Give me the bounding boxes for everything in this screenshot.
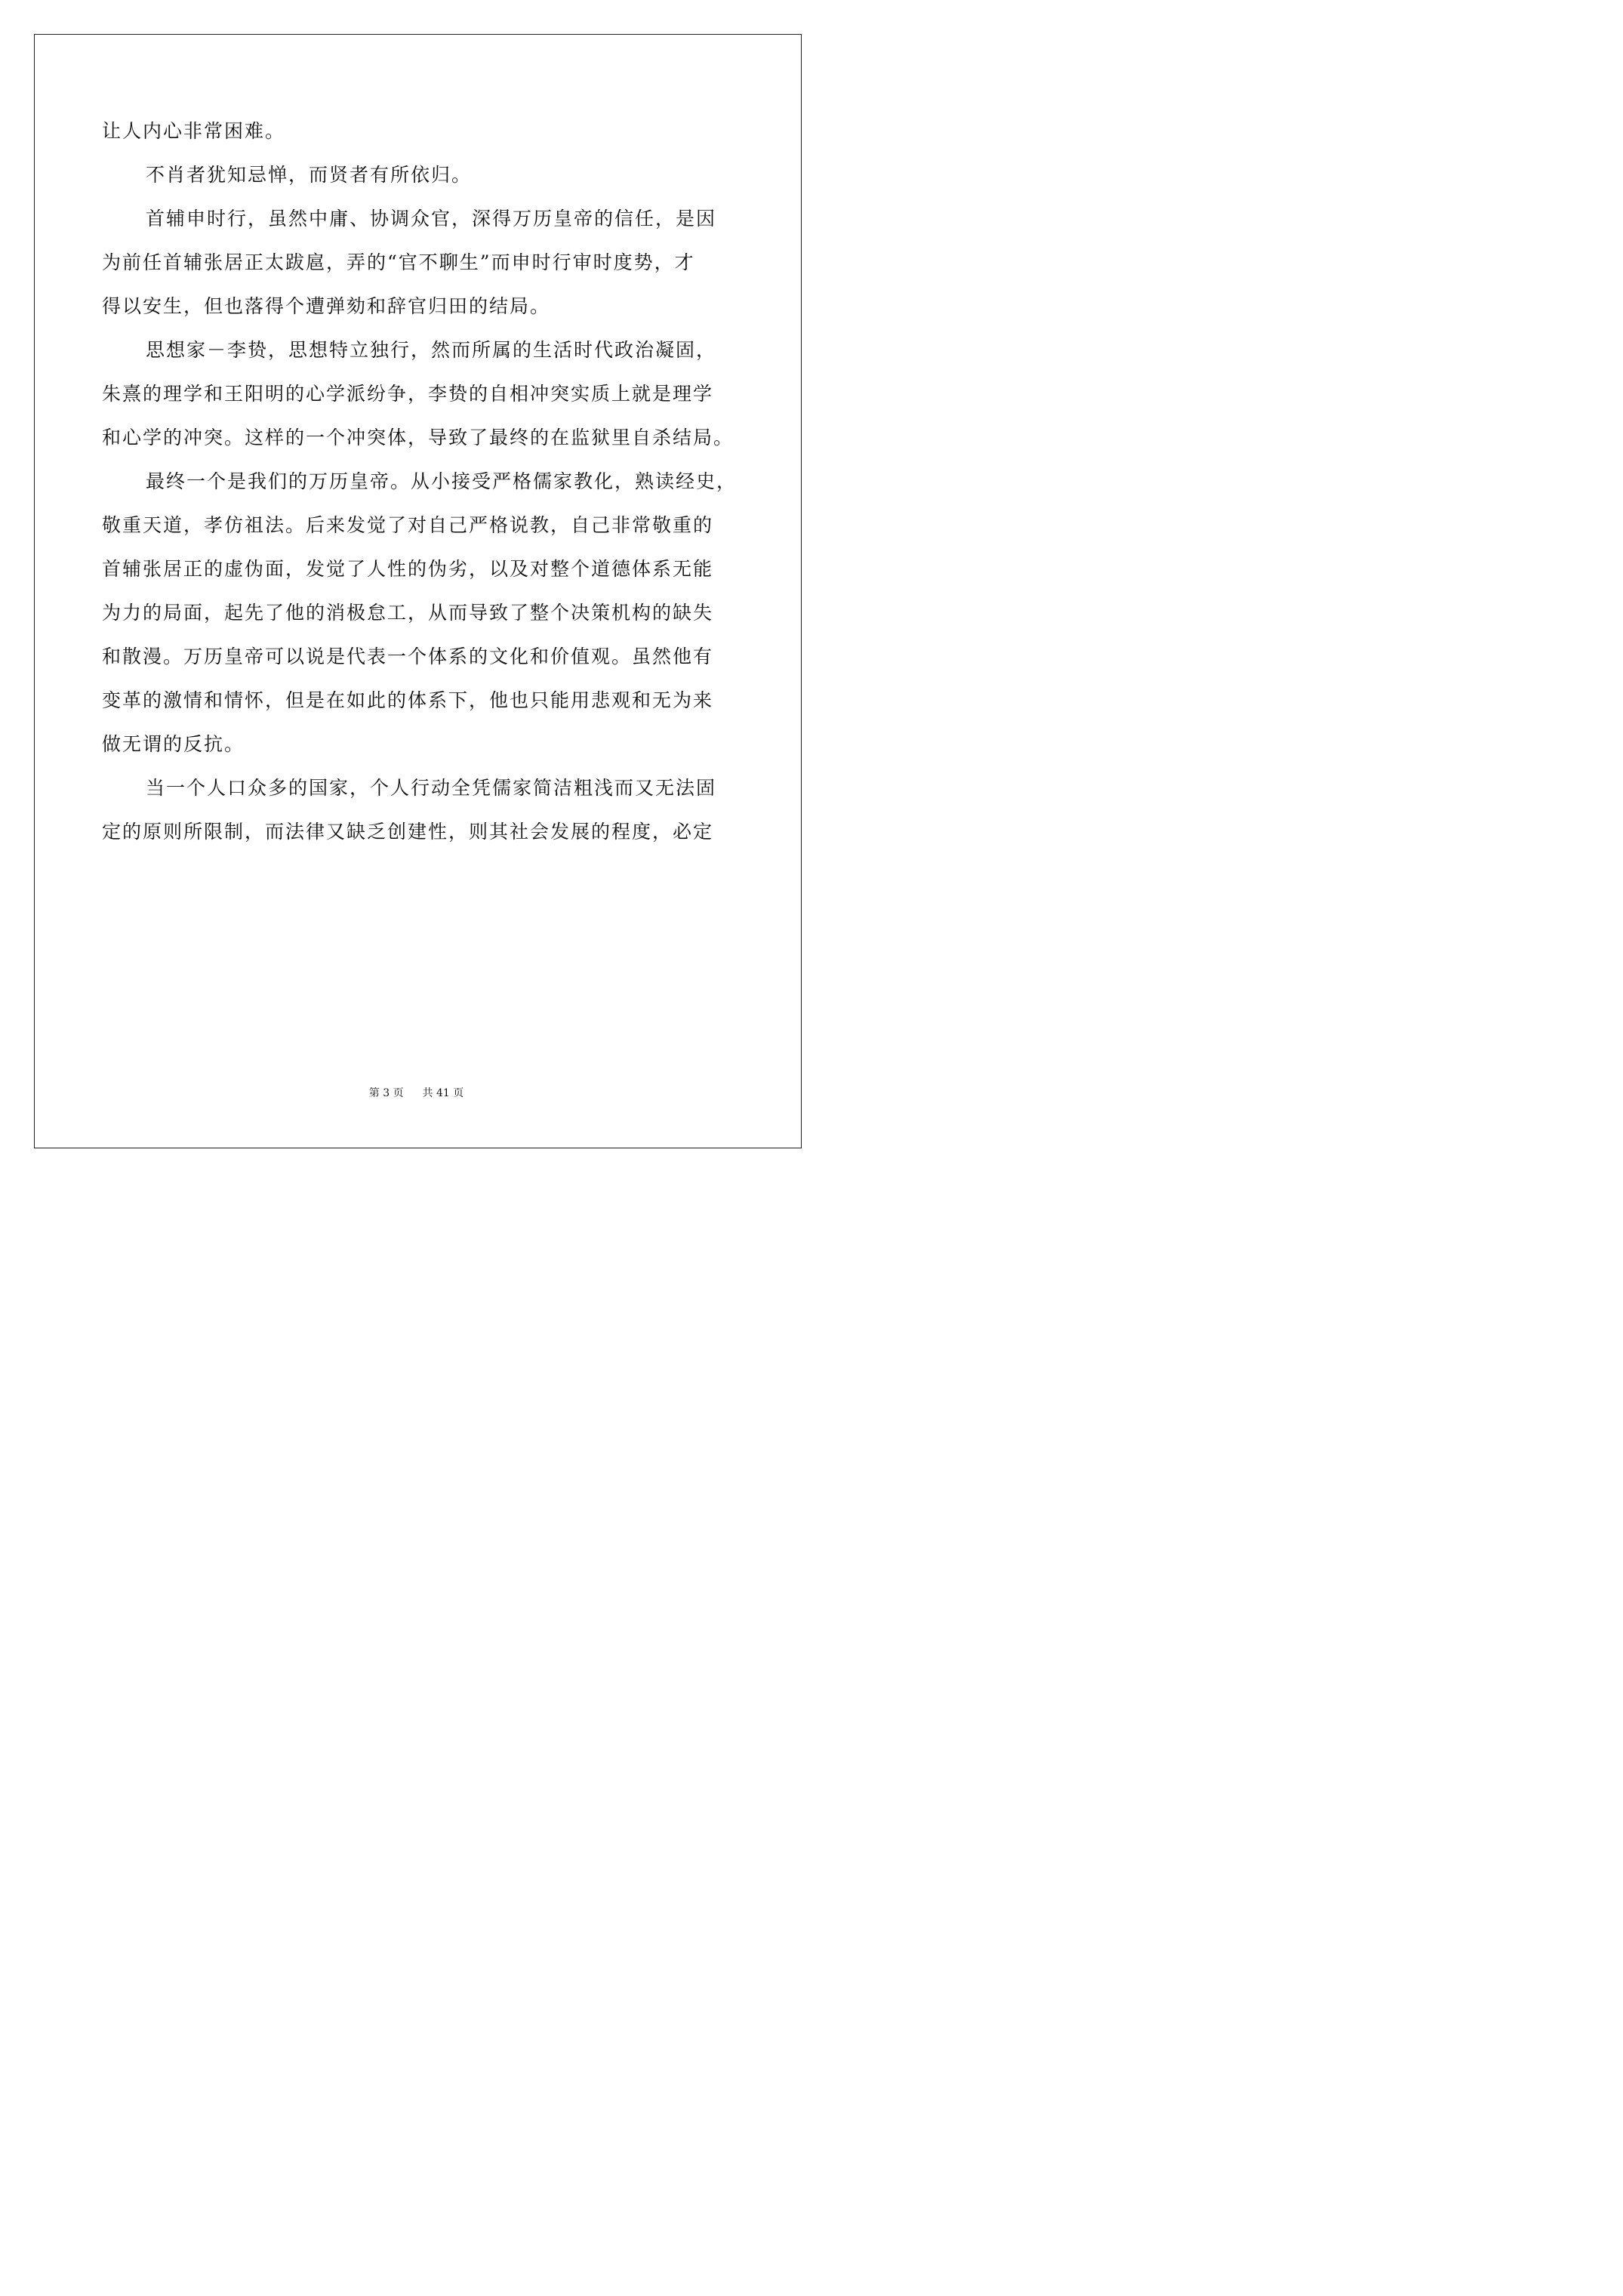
text-line: 首辅申时行，虽然中庸、协调众官，深得万历皇帝的信任，是因 <box>146 208 717 230</box>
text-line: 为力的局面，起先了他的消极怠工，从而导致了整个决策机构的缺失 <box>102 602 714 624</box>
text-line: 敬重天道，孝仿祖法。后来发觉了对自己严格说教，自己非常敬重的 <box>102 514 714 536</box>
text-line: 最终一个是我们的万历皇帝。从小接受严格儒家教化，熟读经史， <box>146 470 738 492</box>
text-line: 定的原则所限制，而法律又缺乏创建性，则其社会发展的程度，必定 <box>102 821 714 843</box>
text-line: 思想家－李贽，思想特立独行，然而所属的生活时代政治凝固， <box>146 339 717 361</box>
text-line: 不肖者犹知忌惮，而贤者有所依归。 <box>146 164 473 186</box>
text-line: 做无谓的反抗。 <box>102 733 245 755</box>
text-line: 得以安生，但也落得个遭弹劾和辞官归田的结局。 <box>102 295 551 317</box>
page-total: 共 41 页 <box>422 1087 464 1099</box>
text-line: 和心学的冲突。这样的一个冲突体，导致了最终的在监狱里自杀结局。 <box>102 427 735 448</box>
text-line: 让人内心非常困难。 <box>102 120 286 142</box>
text-line: 朱熹的理学和王阳明的心学派纷争，李贽的自相冲突实质上就是理学 <box>102 383 714 405</box>
text-line: 变革的激情和情怀，但是在如此的体系下，他也只能用悲观和无为来 <box>102 689 714 711</box>
text-line: 首辅张居正的虚伪面，发觉了人性的伪劣，以及对整个道德体系无能 <box>102 558 714 580</box>
text-line: 和散漫。万历皇帝可以说是代表一个体系的文化和价值观。虽然他有 <box>102 646 714 667</box>
document-body <box>102 109 740 854</box>
text-line: 为前任首辅张居正太跋扈，弄的“官不聊生”而申时行审时度势，才 <box>102 251 695 273</box>
page-number: 第 3 页 <box>368 1087 404 1099</box>
page-footer <box>0 1086 833 1101</box>
text-line: 当一个人口众多的国家，个人行动全凭儒家简洁粗浅而又无法固 <box>146 777 717 799</box>
